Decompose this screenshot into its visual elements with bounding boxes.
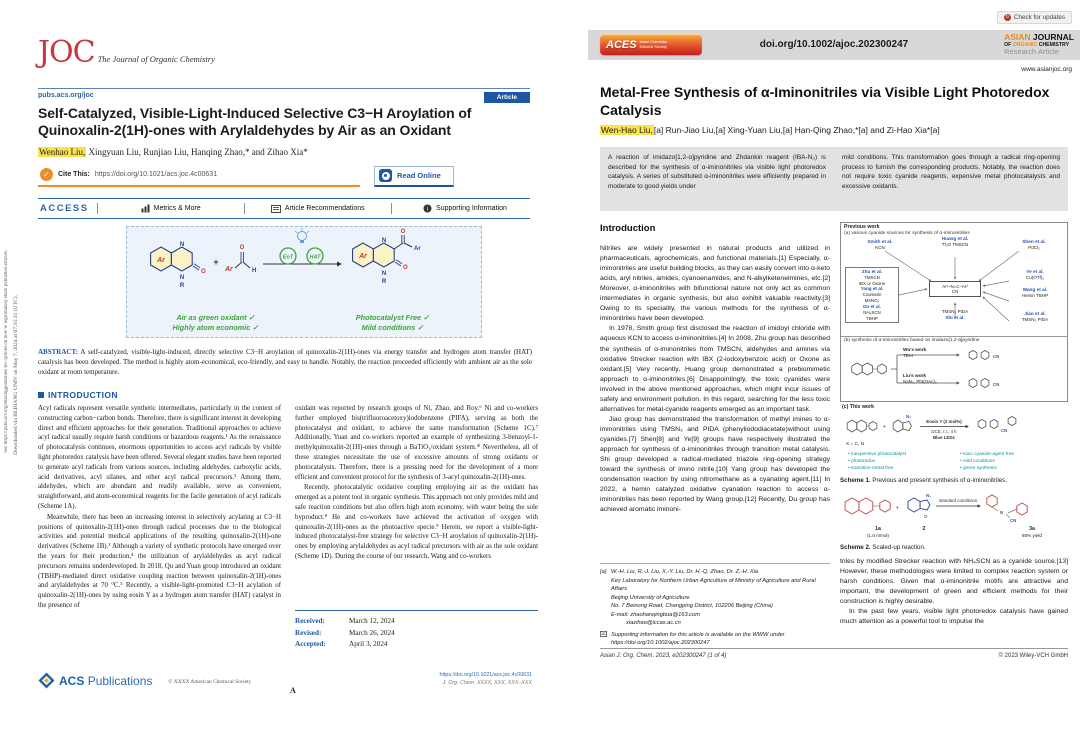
scheme-entry-wang — [1007, 287, 1063, 299]
journal-name-part: JOURNAL — [1030, 32, 1074, 42]
n3-label: N₃ — [926, 493, 932, 498]
bullet: • transition-metal free — [848, 465, 906, 472]
author-list — [38, 147, 530, 157]
scheme-c-art — [840, 410, 1068, 442]
ajoc-article-page — [588, 0, 1080, 737]
paragraph: Meanwhile, there has been an increasing interest in selectively acylating at C3−H positions of quinoxalin-2(1H)-ones through radical processes due to the biological activities and potential medical applications of the resulting quinoxalin-2(1H)-one derivatives (Scheme 1B).³ Although a variety of synthetic protocols have emerged over the years for their production,⁴ the utilization of arylaldehydes as acyl radical precursors remains underdeveloped. In 2018, Qu and Yuan group introduced an oxidant (TBHP)-mediated direct oxidative coupling reaction between quinoxalin-2(1H)-ones and arylaldehydes at 70 °C.⁵ Recently, a visible-light-promoted C3−H acylation of quinoxalin-2(1H)-ones by using eosin Y as a hydrogen atom transfer (HAT) catalyst in the presence of — [38, 513, 281, 609]
hat-label: HAT — [309, 254, 321, 261]
researcher-name: Liu's work — [903, 373, 926, 378]
plus-sign: + — [896, 505, 899, 510]
acs-label: ACS — [59, 673, 85, 688]
metrics-icon — [141, 204, 150, 213]
scheme-2-caption — [840, 544, 1068, 552]
footer-doi-link[interactable]: https://doi.org/10.1021/acs.joc.4c00631 — [439, 672, 532, 678]
researcher-name: Du et al. — [863, 303, 881, 309]
reagent: PhI(OAc)₂ — [916, 379, 937, 385]
paragraph: In the past few years, visible light photoredox catalysis have gained much attention as a powerful tool to impulse the — [840, 608, 1068, 626]
cn-label: CN — [1010, 518, 1017, 523]
n-label: N — [381, 238, 387, 244]
page-footer — [38, 672, 532, 695]
acs-logo-icon — [38, 672, 55, 689]
pubs-site-link[interactable]: pubs.acs.org/joc — [38, 92, 94, 99]
metrics-label: Metrics & More — [153, 205, 201, 212]
read-online-icon — [379, 169, 392, 182]
accepted-label: Accepted: — [295, 640, 326, 649]
scheme-2-caption-label: Scheme 2. — [840, 544, 871, 551]
footer-copyright: © 2023 Wiley-VCH GmbH — [998, 653, 1068, 659]
reagent: PIDA — [957, 309, 969, 314]
scheme-entry-huang — [933, 236, 977, 248]
condition-2: DCE, r.t., 4 h — [931, 429, 957, 434]
r-label: R — [179, 283, 185, 289]
abstract-column-1: A reaction of imidazo[1,2-α]pyridine and Zhdankin reagent (IBA-N₃) is described for the synthesis of α-iminonitriles via visible light photoredox catalysis. A series of substituted α-iminonitriles were efficiently prepared in moderate to good yields under — [608, 154, 826, 190]
introduction-heading — [38, 390, 118, 400]
supporting-info-label: Supporting Information — [436, 205, 507, 212]
scheme-2-caption-text: Scaled-up reaction. — [870, 544, 926, 551]
access-bar — [38, 198, 530, 219]
scheme-1-caption — [840, 477, 1068, 485]
compound-1a-amount: (1.0 mmol) — [867, 532, 889, 538]
cn-label: CN — [993, 382, 1000, 387]
conditions-label: standard conditions — [938, 498, 978, 503]
scheme-entry-smith — [859, 239, 901, 251]
n-label: N — [179, 242, 185, 248]
page-footer — [600, 648, 1068, 659]
body-column-2 — [295, 404, 538, 562]
bullet: • mild conditions — [960, 458, 1014, 465]
divider — [97, 203, 98, 214]
introduction-heading-label: INTRODUCTION — [48, 390, 118, 400]
plus-sign: + — [883, 424, 886, 429]
highlighted-author: Wen-Hao Liu, — [601, 125, 653, 135]
aces-sub-line1: Asian Chemistry — [639, 39, 668, 44]
article-type-badge: Article — [484, 92, 530, 103]
researcher-name: Wu's work — [903, 347, 927, 352]
cite-this-box[interactable] — [38, 166, 360, 187]
h-label: H — [252, 268, 257, 274]
scheme-previous-work-label: Previous work — [844, 224, 880, 230]
paragraph: Acyl radicals represent versatile synthetic intermediates, particularly in the context of constructing carbon−carbon bonds. Therefore, there is significant interest in developing direct and efficient approaches for their generation. Traditional approaches to achieve acyl radical usually require harsh conditions or hazardous reagents.¹ As the renaissance of photocatalysis continues, enormous opportunities to access acyl radicals by visible light photoredox catalysis have been offered. Several elegant studies have been reported to generate acyl radicals from various sources, including aldehydes, carboxylic acids, acid derivatives, acyl silanes, and other acyl radical precursors.² Among them, aldehydes, which are abundant and readily available, serve as convenient, straightforward, and atom-economical reagents for the facile generation of acyl radicals (Scheme 1A). — [38, 405, 281, 510]
paragraph: Recently, photocatalytic oxidative coupling employing air as the oxidant has emerged as a potent tool in organic synthesis. This approach not only provides mild and safe reaction conditions but also offers high atom economy, with water being the sole byproduct.⁸ He and co-workers have achieved the activation of oxygen with quinoxalin-2(1H)-ones as the photoactive specie.⁹ Herein, we report a visible-light-induced photocatalyst-free strategy for selective C3−H aroylation of quinoxalin-2(1H)-ones by employing arylaldehydes as acyl radical precursors with air as the sole oxidant (Scheme 1D). During the course of our research, Wang and co-workers — [295, 484, 538, 560]
supporting-info-link[interactable] — [400, 204, 530, 213]
researcher-name: Huang et al. — [941, 236, 969, 241]
joc-journal-name: The Journal of Organic Chemistry — [97, 53, 215, 64]
cn-label: CN — [1001, 428, 1008, 433]
scheme-2-labels — [840, 526, 1068, 540]
article-history — [295, 610, 538, 651]
reagent: PdCl₂ — [1028, 245, 1040, 251]
graphical-abstract — [126, 226, 482, 338]
cite-icon: ✓ — [40, 168, 53, 181]
scheme-entry-shen — [1009, 239, 1059, 251]
reagent: NH₄SCN — [863, 309, 881, 315]
reagent: TMSN₃ — [1021, 317, 1037, 323]
compound-3a-label: 3a — [1029, 526, 1035, 532]
scheme-entry-ye — [1007, 269, 1063, 281]
joc-logo: JOC — [38, 35, 95, 70]
header-rule — [38, 88, 530, 103]
graphical-abstract-art — [127, 227, 481, 293]
article-doi[interactable]: doi.org/10.1002/ajoc.202300247 — [759, 39, 909, 50]
read-online-label: Read Online — [397, 171, 441, 180]
n3-label: N₃ — [906, 414, 912, 419]
body-column-right-text — [840, 557, 1068, 627]
researcher-name: Jiao et al. — [1024, 311, 1046, 316]
footer-citation: J. Org. Chem. XXXX, XXX, XXX−XXX — [442, 679, 532, 686]
bullet: • photoredox — [848, 458, 906, 465]
researcher-name: Yang et al. — [860, 286, 884, 292]
journal-site-link[interactable]: www.asianjoc.org — [1021, 66, 1072, 73]
received-date: March 12, 2024 — [349, 617, 395, 625]
scheme-entry-jiao — [1007, 311, 1063, 323]
access-link[interactable]: ACCESS — [40, 203, 89, 214]
n-label: N — [1000, 510, 1004, 515]
received-label: Received: — [295, 617, 325, 625]
bullet: • toxic cyanide-agent free — [960, 451, 1014, 458]
ar-label: Ar — [414, 246, 421, 252]
read-online-button[interactable] — [374, 166, 454, 187]
abstract-box — [600, 147, 1068, 211]
affiliation-address: No. 7 Beinong Road, Changping District, 102206 Beijing (China) — [611, 603, 773, 610]
scheme-1-caption-label: Scheme 1. — [840, 477, 871, 484]
highlighted-author: Wenhao Liu, — [39, 147, 86, 157]
divider — [841, 336, 1067, 337]
scheme-c-title: (c) This work — [842, 404, 874, 410]
sharing-guidelines-notice: See https://pubs.acs.org/sharingguidelines for options on how to legitimately share published articles. — [4, 250, 9, 453]
body-column-1 — [38, 404, 281, 611]
o-label: O — [924, 514, 928, 519]
aces-sub-line2: Editorial Society — [639, 44, 667, 49]
compound-2-label: 2 — [922, 526, 926, 532]
divider — [391, 203, 392, 214]
paragraph: oxidant was reported by research groups of Ni, Zhao, and Roy.⁶ Ni and co-workers further employed bis(trifluoroacetoxy)iodobenzene (PIFA), serving as both the photocatalyst and oxidant, to achieve the same transformation (Scheme 1C).⁷ Additionally, Yuan and co-workers reported an example of synthesizing 3-benzoyl-1-methylquinoxalin-2(1H)-ones through a BaTiO₃/oxidant system.⁴ⁱ Nevertheless, all of these strategies necessitate the use of excessive amounts of strong oxidants or photocatalysts. Therefore, there is a pressing need for the development of a more efficient and convenient protocol for the synthesis of 3-acyl quinoxalin-2(1H)-ones. — [295, 405, 538, 481]
bullet: • inexpensive photocatalyst — [848, 451, 906, 458]
product-structure: Ar¹–N=C–Ar² — [942, 283, 968, 289]
introduction-heading: Introduction — [600, 223, 656, 234]
compound-1a-label: 1a — [875, 526, 881, 532]
scheme-2-art — [840, 492, 1068, 524]
compound-3a-yield: 80% yield — [1022, 532, 1042, 538]
acs-publications-logo[interactable] — [38, 672, 152, 689]
scheme-1c-this-work — [840, 404, 1068, 472]
recommendations-label: Article Recommendations — [284, 205, 365, 212]
reagent: Cu(OTf)₂ — [1026, 275, 1044, 281]
abstract — [38, 347, 532, 377]
reagent: Hemin — [1021, 293, 1035, 299]
researcher-name: Ye et al. — [1026, 269, 1044, 274]
bullet: • green synthesis — [960, 465, 1014, 472]
revised-label: Revised: — [295, 628, 322, 637]
abstract-text: A self-catalyzed, visible-light-induced, directly selective C3−H aroylation of quinoxalin-2(1H)-ones via energy transfer and hydrogen atom transfer (HAT) catalysis has been developed. The method is highly atom-economical, eco-friendly, and easy to handle. Notably, the reaction proceeded efficiently with ambient air as the sole oxidant at room temperature. — [38, 348, 532, 376]
affiliation-university: Beijing University of Agriculture — [611, 594, 690, 601]
article-type-label: Research Article — [1004, 47, 1059, 57]
cite-label: Cite This: — [58, 171, 90, 178]
reagent: IBX or Oxone — [858, 280, 886, 286]
paragraph: Nitriles are widely presented in natural products and utilized in pharmaceuticals, agrochemicals, and functional materials.[1] Especially, α-iminonitriles are useful building blocks, as they can easily convert into α-keto acids, aryl nitriles, amides, cyanoenamides, and N-alkylketeneimines, etc.[2] Moreover, α-iminonitriles with bifunctional nature not only act as common intermediates in organic synthesis, but also exhibit valuable reactivity.[3] Owing to its speciality, the various methods for the synthesis of α-iminonitriles have been developed. — [600, 245, 830, 323]
condition-1: Eosin Y (2 mol%) — [926, 419, 962, 424]
ga-caption: Photocatalyst Free ✓ — [355, 313, 430, 322]
o-label: O — [400, 229, 406, 235]
reagent: Coumarin — [862, 292, 882, 298]
ent-label: EnT — [282, 254, 294, 261]
researcher-name: Smith et al. — [867, 239, 893, 244]
svg-text:i: i — [426, 206, 429, 213]
product-cn: CN — [951, 289, 959, 295]
recommendations-icon — [271, 205, 281, 213]
scheme-1-caption-text: Previous and present synthesis of α-iminonitriles. — [870, 477, 1007, 484]
cn-label: CN — [993, 354, 1000, 359]
reagent: MeNO₂ — [864, 298, 880, 304]
article-title: Self-Catalyzed, Visible-Light-Induced Selective C3−H Aroylation of Quinoxalin-2(1H)-ones with Arylaldehydes by Air as an Oxidant — [38, 105, 472, 139]
journal-name-part: ASIAN — [1004, 32, 1031, 42]
publications-label: Publications — [87, 673, 153, 688]
o-label: O — [201, 269, 206, 275]
ar-label: Ar — [225, 266, 233, 273]
footer-citation: Asian J. Org. Chem. 2023, e202300247 (1 of 4) — [600, 653, 727, 659]
check-for-updates-button[interactable] — [997, 11, 1072, 24]
scheme-entry-liu — [903, 373, 963, 385]
ga-captions — [127, 313, 481, 332]
x-substituent-label: X = C, N — [846, 442, 865, 447]
scheme-product-box — [929, 281, 981, 297]
o-label: O — [239, 245, 245, 251]
cite-bar — [38, 166, 530, 187]
ga-caption: Highly atom economic ✓ — [172, 323, 259, 332]
supporting-info-link[interactable]: Supporting information for this article is available on the WWW under https://doi.org/10.1002/ajoc.202300247 — [611, 631, 785, 647]
divider — [244, 203, 245, 214]
aces-logo-label: ACES — [606, 38, 637, 51]
affiliation-lab: Key Laboratory for Northern Urban Agriculture of Ministry of Agriculture and Rural Affairs — [611, 577, 816, 593]
scheme-bullets-left — [848, 451, 906, 473]
reagent: KCN — [875, 245, 885, 251]
joc-article-page — [28, 0, 540, 737]
reagent: TMSCN — [952, 242, 969, 248]
ar-label: Ar — [359, 253, 367, 260]
body-column-left — [600, 222, 830, 515]
journal-name-part: CHEMISTRY — [1037, 42, 1070, 49]
researcher-name: Shen et al. — [1022, 239, 1046, 244]
download-notice: Downloaded via BEIHANG UNIV on May 7, 2024 at 07:35:31 (UTC). — [13, 295, 19, 455]
email-link[interactable]: xiazihao@iccas.ac.cn — [626, 620, 681, 627]
journal-title-block — [1004, 32, 1074, 57]
scheme-left-reagent-stack — [845, 267, 899, 323]
reagent: TMSN₃ — [941, 309, 957, 314]
check-for-updates-icon: ↻ — [1005, 14, 1010, 20]
journal-name-part: OF — [1004, 42, 1013, 49]
scheme-a-title: (a) various cyanide sources for synthesis of α-iminonitriles — [844, 231, 970, 236]
affiliation-names: W.-H. Liu, R.-J. Liu, X.-Y. Liu, Dr. H.-Q. Zhao, Dr. Z.-H. Xia — [611, 569, 759, 575]
scheme-entry-wu — [903, 347, 963, 359]
aces-logo — [600, 34, 702, 55]
paragraph: In 1978, Smith group first disclosed the reaction of imidoyl chloride with aqueous KCN to access α-iminonitriles.[4] In 2008, Zhu group has described the synthesis of α-iminonitriles from TMSCN, aldehydes and amines via oxidative Strecker reaction with IBX (2-iodoxybenzoic acid) or Oxone as oxidant.[5] Very recently, Huang group demonstrated a prebiomimetic approach to α-iminonitriles.[6] Disappointingly, the toxic cyanides were involved in the above mentioned approaches, which might incur issues of safety and environment pollution. In this regard, searching for the less toxic alternatives for metal-cyanide reagents emerged as an important task. — [600, 325, 830, 413]
email-link[interactable]: E-mail: zhaohanqingbua@163.com — [611, 611, 700, 618]
researcher-name: Shi et al. — [945, 314, 965, 320]
cite-doi-link[interactable]: https://doi.org/10.1021/acs.joc.4c00631 — [94, 171, 218, 178]
check-for-updates-label: Check for updates — [1013, 14, 1065, 21]
scheme-entry-shi — [933, 309, 977, 321]
researcher-name: Zhu et al. — [861, 269, 883, 274]
scheme-b-title: (b) synthesis of α-iminonitriles based on imidazo[1,2-a]pyridine — [844, 338, 980, 343]
o-label: O — [403, 265, 408, 271]
metrics-link[interactable] — [106, 204, 236, 213]
plus-sign: + — [213, 257, 219, 267]
author-list-rest: [a] Run-Jiao Liu,[a] Xing-Yuan Liu,[a] Han-Qing Zhao,*[a] and Zi-Hao Xia*[a] — [653, 125, 940, 135]
author-list — [600, 125, 1070, 135]
r-label: R — [381, 279, 387, 285]
ga-caption: Air as green oxidant ✓ — [176, 313, 255, 322]
n-label: N — [381, 271, 387, 277]
page-number: A — [290, 686, 296, 695]
scheme-1-figure — [840, 222, 1068, 402]
paragraph: triles by modified Strecker reaction with NH₄SCN as a cyanide source.[13] However, these methodologies were limited to complex reaction system or harsh conditions. Given that α-iminonitrile motifs are attractive and important, the development of green and efficient methods for their construction is highly desirable. — [840, 558, 1068, 606]
condition-3: Blue LEDs — [933, 435, 955, 440]
affiliation-tag: [a] — [600, 569, 607, 575]
section-marker-icon — [38, 392, 44, 398]
author-list-rest: Xingyuan Liu, Runjiao Liu, Hanqing Zhao,* and Zihao Xia* — [86, 147, 308, 157]
reagent: Tf₂O — [941, 242, 952, 248]
abstract-column-2: mild conditions. This transformation goes through a radical ring-opening process to furnish the corresponding products. Notably, the reaction does not require toxic cyanide reagents, expensive metal photocatalysts and excessive oxidants. — [842, 154, 1060, 190]
reagent: PIDA — [1037, 317, 1049, 323]
affiliation-footnote — [600, 563, 830, 648]
ar-label: Ar — [157, 257, 165, 264]
reagent: TBHP — [1036, 293, 1049, 299]
supporting-info-icon — [600, 631, 607, 637]
journal-name-part: ORGANIC — [1012, 42, 1038, 49]
joc-masthead — [38, 35, 215, 70]
article-title: Metal-Free Synthesis of α-Iminonitriles via Visible Light Photoredox Catalysis — [600, 84, 1050, 118]
light-bulb-icon — [295, 228, 309, 243]
supporting-info-icon — [423, 204, 432, 213]
ga-caption: Mild conditions ✓ — [361, 323, 424, 332]
accepted-date: April 3, 2024 — [349, 640, 388, 649]
copyright-notice: © XXXX American Chemical Society — [168, 679, 252, 685]
paragraph: Jiao group has demonstrated the transformation of methyl imines to α-iminonitriles using TMSN₃ and PIDA (phenyliododiacetate)without using cyanides.[7] Shen[8] and Ye[9] groups have respectively illustrated the approach for synthesis of α-iminonitriles through transition metal catalysis. Shi group developed a radical-mediated triazole ring-opening strategy toward the synthesis of imino nitrile.[10] Yang group has developed the condensation reaction by using nitromethane as a cyanating agent.[11] In 2022, a hemin catalyzed oxidative cyanation reaction to access α-iminonitriles has been reported by Wang group.[12] Recently, Du group has achieved aromatic iminoni- — [600, 415, 830, 514]
reagent: TBAI — [903, 353, 914, 359]
researcher-name: Wang et al. — [1022, 287, 1048, 292]
recommendations-link[interactable] — [253, 205, 383, 213]
reagent: NaN₃, — [903, 379, 916, 385]
n-label: N — [179, 275, 185, 281]
reagent: TMSCN — [864, 274, 880, 280]
scheme-bullets-right — [960, 451, 1014, 473]
revised-date: March 26, 2024 — [349, 628, 395, 637]
abstract-label: ABSTRACT: — [38, 348, 78, 356]
reagent: TBHP — [866, 315, 878, 321]
